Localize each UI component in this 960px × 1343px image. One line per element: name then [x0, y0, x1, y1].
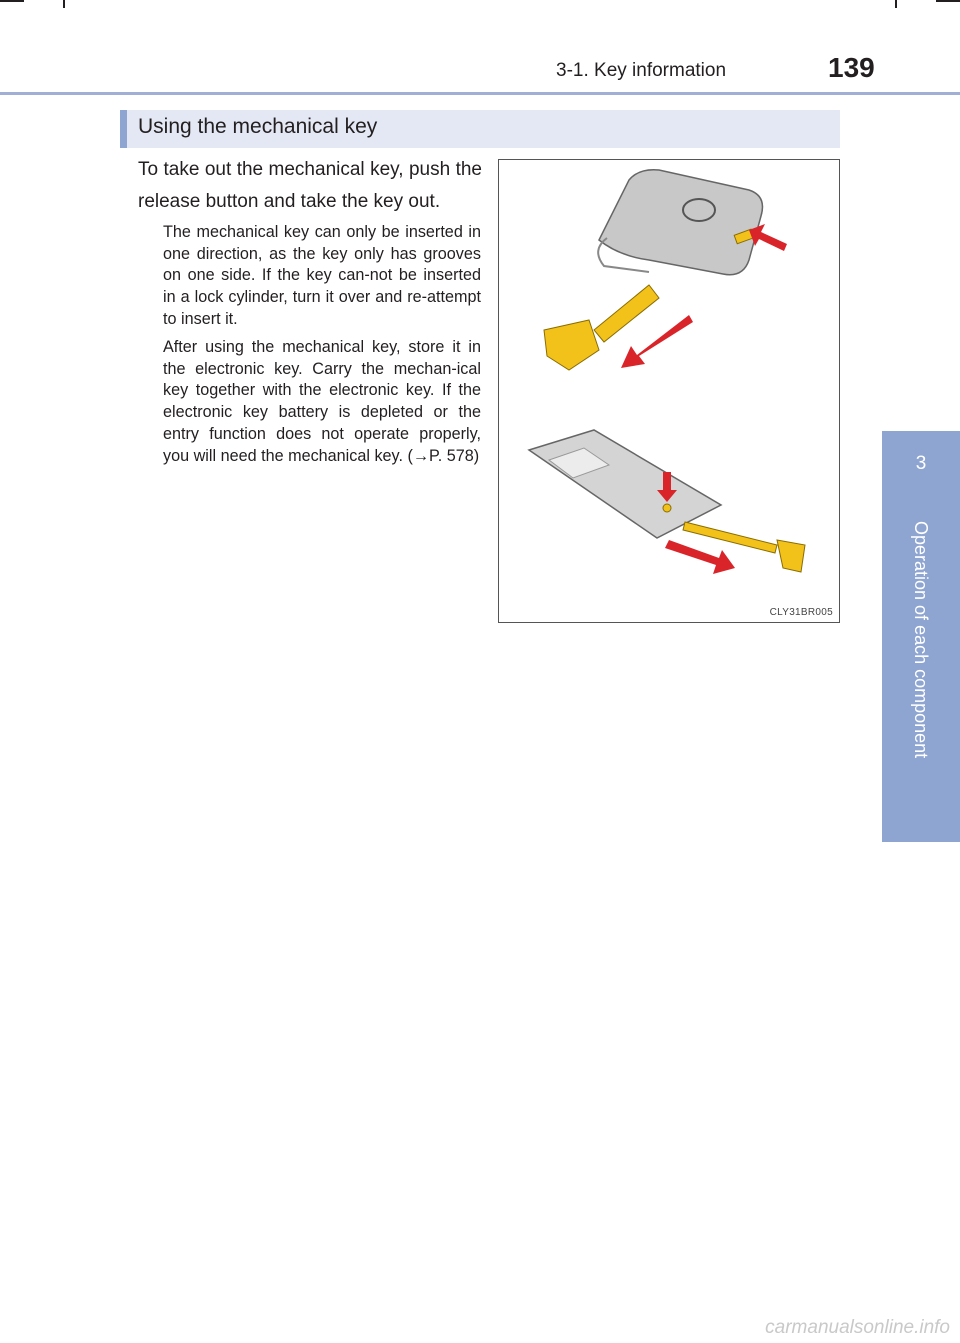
card-key-head: [777, 540, 805, 572]
card-key-body: [529, 430, 721, 538]
mechanical-key-top: [544, 285, 659, 370]
section-title: Using the mechanical key: [138, 115, 378, 138]
chapter-number: 3: [915, 453, 927, 474]
mechanical-key-illustration: [498, 159, 840, 623]
main-instruction: To take out the mechanical key, push the release button and take the key out.: [138, 159, 482, 212]
section-accent-bar: [120, 110, 127, 148]
chapter-side-tab: [882, 431, 960, 842]
card-key-image: [529, 430, 721, 538]
card-key-blade: [683, 522, 777, 553]
push-arrow-icon: [749, 224, 787, 251]
card-mechanical-key: [683, 522, 805, 572]
figure-code: CLY31BR005: [769, 607, 833, 618]
key-fob-body: [599, 170, 763, 275]
page-number: 139: [828, 52, 875, 83]
header-divider: [0, 92, 960, 95]
chapter-title: 3-1. Key information: [556, 60, 727, 81]
card-key-slot: [663, 504, 671, 512]
note-key-storage: After using the mechanical key, store it in the electronic key. Carry the mechan-ical key together with the electronic key. If the electronic key battery is depleted or the entry function does not operate properly, you will need the mechanical key. (→P. 578): [163, 338, 481, 465]
card-pull-arrow-icon: [665, 540, 735, 574]
crop-mark: [0, 0, 24, 2]
chapter-label: Operation of each component: [911, 521, 931, 759]
key-fob-image: [598, 170, 762, 275]
crop-mark: [63, 0, 65, 8]
crop-mark: [936, 0, 960, 2]
key-blade: [594, 285, 659, 342]
section-header: [120, 110, 840, 148]
watermark: carmanualsonline.info: [765, 1317, 950, 1338]
illustration-svg: [499, 160, 838, 621]
note-key-direction: The mechanical key can only be inserted in one direction, as the key only has grooves on one side. If the key can-not be inserted in a lock cylinder, turn it over and re-attempt to insert it.: [163, 223, 481, 328]
pull-arrow-icon: [621, 315, 693, 368]
crop-mark: [895, 0, 897, 8]
key-head: [544, 320, 599, 370]
